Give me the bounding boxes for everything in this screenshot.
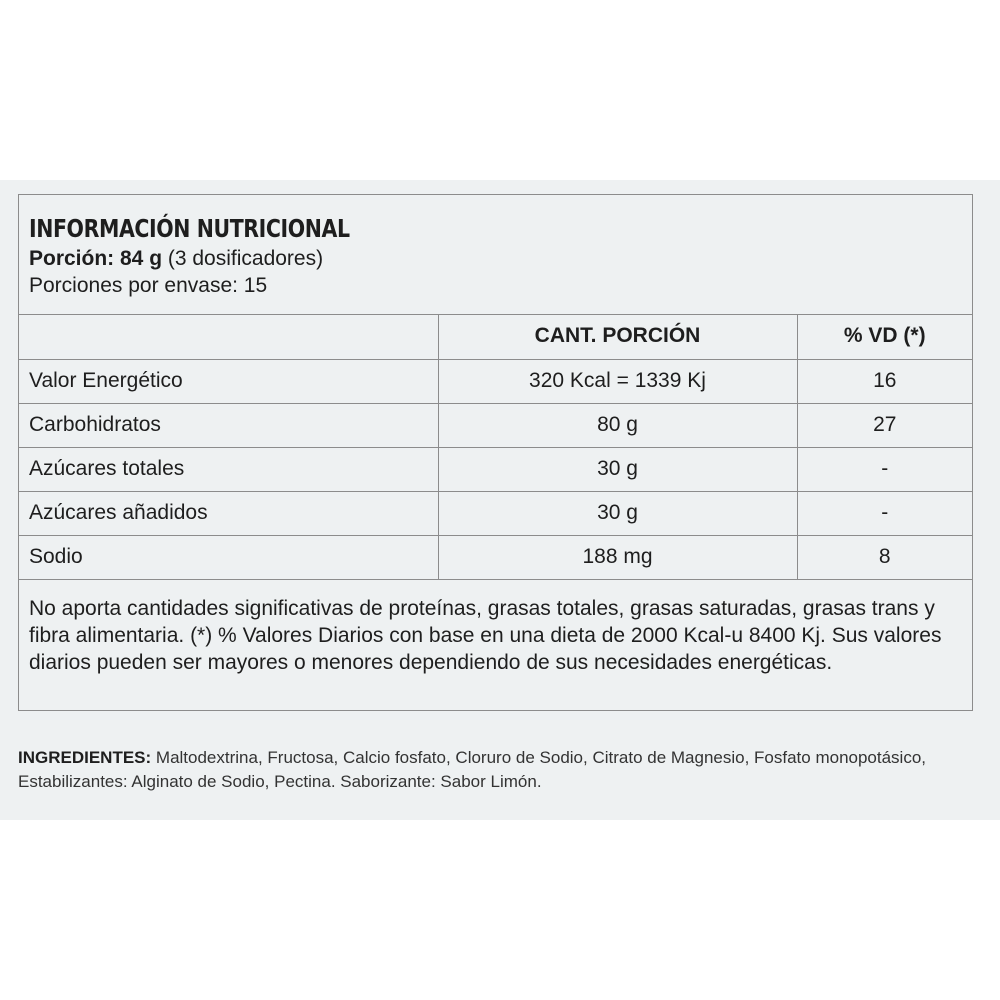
label-footnote: No aporta cantidades significativas de proteínas, grasas totales, grasas saturadas, grasas trans y fibra alimentaria. (*) % Valores Diarios con base en una dieta de 2000 Kcal-u 8400 Kj. Sus valores diarios pueden ser mayores o menores dependiendo de sus necesidades energéticas. — [29, 597, 942, 674]
nutrient-name: Azúcares totales — [19, 447, 438, 491]
table-row — [19, 447, 972, 491]
nutrient-name: Valor Energético — [19, 359, 438, 403]
table-row — [19, 403, 972, 447]
table-row — [19, 535, 972, 579]
portion-label: Porción: 84 g — [29, 247, 163, 270]
nutrition-table — [19, 314, 972, 580]
nutrient-vd: 16 — [797, 359, 972, 403]
header-amount: CANT. PORCIÓN — [438, 314, 797, 359]
servings-per-container: Porciones por envase: 15 — [29, 274, 268, 297]
nutrient-amount: 188 mg — [438, 535, 797, 579]
label-title: INFORMACIÓN NUTRICIONAL — [29, 214, 350, 243]
nutrient-amount: 30 g — [438, 447, 797, 491]
ingredients-text: Maltodextrina, Fructosa, Calcio fosfato, Cloruro de Sodio, Citrato de Magnesio, Fosfato monopotásico, Estabilizantes: Alginato de Sodio, Pectina. Saborizante: Sabor Limón. — [18, 748, 927, 791]
nutrient-amount: 80 g — [438, 403, 797, 447]
table-row — [19, 491, 972, 535]
table-header-row — [19, 314, 972, 359]
ingredients-list — [18, 746, 983, 794]
portion-info — [29, 247, 323, 271]
nutrient-amount: 320 Kcal = 1339 Kj — [438, 359, 797, 403]
nutrient-vd: 8 — [797, 535, 972, 579]
ingredients-label: INGREDIENTES: — [18, 748, 152, 767]
label-header — [19, 195, 972, 315]
nutrient-vd: - — [797, 447, 972, 491]
header-daily-value: % VD (*) — [797, 314, 972, 359]
nutrient-name: Azúcares añadidos — [19, 491, 438, 535]
table-row — [19, 359, 972, 403]
nutrient-vd: 27 — [797, 403, 972, 447]
nutrient-amount: 30 g — [438, 491, 797, 535]
portion-detail: (3 dosificadores) — [162, 247, 324, 270]
header-nutrient — [19, 314, 438, 359]
nutrient-vd: - — [797, 491, 972, 535]
nutrition-facts-label — [18, 194, 973, 711]
nutrient-name: Carbohidratos — [19, 403, 438, 447]
nutrient-name: Sodio — [19, 535, 438, 579]
